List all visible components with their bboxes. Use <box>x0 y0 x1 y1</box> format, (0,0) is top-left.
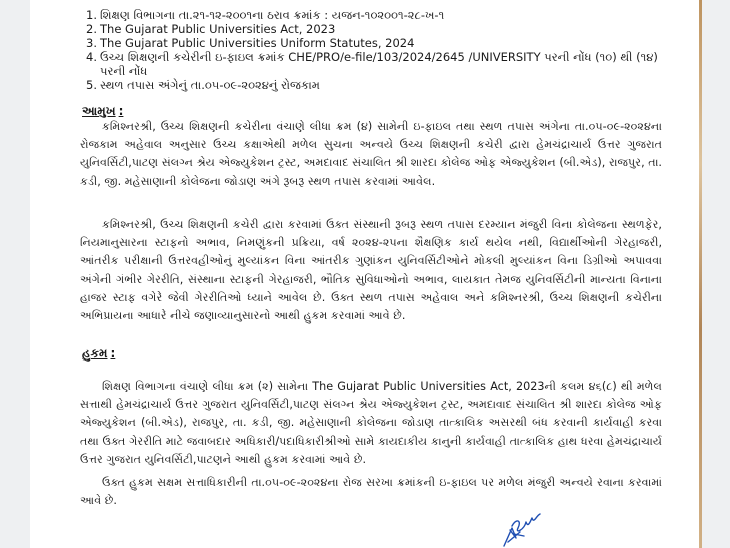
order-paragraph: ઉક્ત હુકમ સક્ષમ સત્તાધિકારીની તા.૦૫-૦૯-૨૦૨૪ના રોજ સરખા ક્રમાંકની ઇ-ફાઇલ પર મળેલ મંજુરી અન્વયે રવાના કરવામાં આવે છે. <box>80 476 662 508</box>
reference-item <box>86 36 686 50</box>
reference-text: The Gujarat Public Universities Act, 2023 <box>100 22 336 36</box>
order-heading-text: હુકમ <box>82 346 108 360</box>
reference-item <box>86 22 686 36</box>
reference-text: શિક્ષણ વિભાગના તા.૨૧-૧૨-૨૦૦૧ના ઠરાવ ક્રમાંક : યજન-૧૦૨૦૦૧-૨૮-ખ-૧ <box>100 8 445 22</box>
reference-text: સ્થળ તપાસ અંગેનું તા.૦૫-૦૯-૨૦૨૪નું રોજકામ <box>100 78 320 92</box>
preamble-paragraph: કમિશ્નરશ્રી, ઉચ્ચ શિક્ષણની કચેરીના વંચાણે લીધા ક્રમ (૪) સામેની ઇ-ફાઇલ તથા સ્થળ તપાસ અંગેના તા.૦૫-૦૯-૨૦૨૪ના રોજકામ અહેવાલ અનુસાર ઉચ્ચ કક્ષાએથી મળેલ સુચના અન્વયે ઉચ્ચ શિક્ષણની કચેરી દ્વારા હેમચંદ્રાચાર્ય ઉત્તર ગુજરાત યુનિવર્સિટી,પાટણ સંલગ્ન શ્રેય એજ્યુકેશન ટ્રસ્ટ, અમદાવાદ સંચાલિત શ્રી શારદા કોલેજ ઓફ એજ્યુકેશન (બી.એડ), રાજપુર, તા. કડી, જી. મહેસાણાની કોલેજના જોડાણ અંગે રૂબરૂ સ્થળ તપાસ કરવામાં આવેલ. <box>80 120 662 188</box>
reference-item <box>86 50 686 78</box>
order-heading <box>82 346 115 361</box>
order-paragraph: શિક્ષણ વિભાગના વંચાણે લીધા ક્રમ (૨) સામેના The Gujarat Public Universities Act, 2023ની કલમ ૪૬(૮) થી મળેલ સત્તાથી હેમચંદ્રાચાર્ય ઉત્તર ગુજરાત યુનિવર્સિટી,પાટણ સંલગ્ન શ્રેય એજ્યુકેશન ટ્રસ્ટ, અમદાવાદ સંચાલિત શ્રી શારદા કોલેજ ઓફ એજ્યુકેશન (બી.એડ), રાજપુર, તા. કડી, જી. મહેસાણાની કોલેજના જોડાણ તાત્કાલિક અસરથી બંધ કરવાની કાર્યવાહી કરવા તથા ઉક્ત ગેરરીતિ માટે જવાબદાર અધિકારી/પદાધિકારીશ્રીઓ સામે કાયદાકીય કાનુની કાર્યવાહી તાત્કાલિક હાથ ધરવા હેમચંદ્રાચાર્ય ઉત્તર ગુજરાત યુનિવર્સિટી,પાટણને આથી હુકમ કરવામાં આવે છે. <box>80 380 662 466</box>
reference-number: 4. <box>86 50 97 64</box>
preamble-heading-text: આમુખ <box>82 104 116 118</box>
reference-number: 1. <box>86 8 97 22</box>
signature-icon <box>498 508 548 548</box>
reference-number: 5. <box>86 78 97 92</box>
reference-text: ઉચ્ચ શિક્ષણની કચેરીની ઇ-ફાઇલ ક્રમાંક CHE/PRO/e-file/103/2024/2645 /UNIVERSITY પરની નોંધ (૧૦) થી (૧૪) પરની નોંધ <box>100 50 658 78</box>
reference-text: The Gujarat Public Universities Uniform Statutes, 2024 <box>100 36 415 50</box>
references-list <box>86 8 686 92</box>
reference-number: 2. <box>86 22 97 36</box>
heading-colon: : <box>118 104 124 118</box>
page-edge <box>699 0 702 548</box>
reference-number: 3. <box>86 36 97 50</box>
preamble-paragraph: કમિશ્નરશ્રી, ઉચ્ચ શિક્ષણની કચેરી દ્વારા કરવામાં ઉક્ત સંસ્થાની રૂબરૂ સ્થળ તપાસ દરમ્યાન મંજુરી વિના કોલેજના સ્થળફેર, નિયમાનુસારના સ્ટાફનો અભાવ, નિમણુંકની પ્રક્રિયા, વર્ષ ૨૦૨૪-૨૫ના શૈક્ષણિક કાર્ય થયેલ નથી, વિદ્યાર્થીઓની ગેરહાજરી, આંતરીક પરીક્ષાની ઉત્તરવહીઓનું મુલ્યાંકન વિના આંતરીક ગુણાંકન યુનિવર્સિટીઓને મોકલી મુલ્યાંકન વિના ડિગ્રીઓ અપાવવા અંગેની ગંભીર ગેરરીતિ, સંસ્થાના સ્ટાફની ગેરહાજરી, ભૌતિક સુવિધાઓનો અભાવ, લાયકાત તેમજ યુનિવર્સિટીની માન્યતા વિનાના હાજર સ્ટાફ વગેરે જેવી ગેરરીતિઓ ધ્યાને આવેલ છે. ઉક્ત સ્થળ તપાસ અહેવાલ અને કમિશ્નરશ્રી, ઉચ્ચ શિક્ષણની કચેરીના અભિપ્રાયના આધારે નીચે જણાવ્યાનુસારનો આથી હુકમ કરવામાં આવે છે. <box>80 218 662 323</box>
reference-item <box>86 78 686 92</box>
reference-item <box>86 8 686 22</box>
preamble-heading <box>82 104 123 119</box>
heading-colon: : <box>110 346 116 360</box>
